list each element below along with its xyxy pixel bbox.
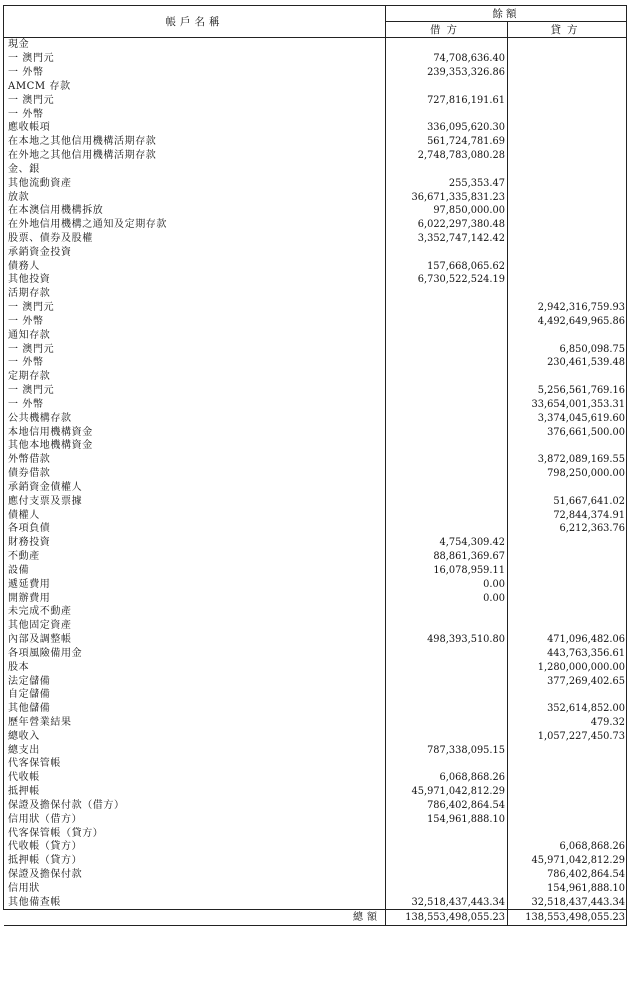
table-row <box>4 771 627 785</box>
table-row <box>4 162 627 176</box>
credit-cell: 33,654,001,353.31 <box>508 398 627 412</box>
credit-cell <box>508 287 627 301</box>
credit-cell: 72,844,374.91 <box>508 508 627 522</box>
debit-cell <box>386 315 508 329</box>
credit-cell: 51,667,641.02 <box>508 494 627 508</box>
table-row <box>4 716 627 730</box>
debit-cell: 255,353.47 <box>386 176 508 190</box>
table-row <box>4 79 627 93</box>
table-row <box>4 453 627 467</box>
table-row <box>4 688 627 702</box>
account-name-cell: 抵押帳 <box>4 785 386 799</box>
credit-cell <box>508 550 627 564</box>
account-name-cell: 放款 <box>4 190 386 204</box>
credit-cell: 352,614,852.00 <box>508 702 627 716</box>
table-row <box>4 439 627 453</box>
account-name-cell: 一 外幣 <box>4 107 386 121</box>
credit-header: 貸方 <box>508 22 627 38</box>
account-name-cell: 代收帳 <box>4 771 386 785</box>
debit-cell: 16,078,959.11 <box>386 563 508 577</box>
debit-cell <box>386 854 508 868</box>
table-row <box>4 812 627 826</box>
credit-cell <box>508 370 627 384</box>
debit-header: 借方 <box>386 22 508 38</box>
credit-cell <box>508 826 627 840</box>
account-name-cell: 其他備查帳 <box>4 895 386 909</box>
debit-cell: 498,393,510.80 <box>386 633 508 647</box>
table-row <box>4 384 627 398</box>
table-row <box>4 176 627 190</box>
debit-cell: 32,518,437,443.34 <box>386 895 508 909</box>
credit-cell <box>508 176 627 190</box>
table-row <box>4 190 627 204</box>
account-name-cell: 在外地信用機構之通知及定期存款 <box>4 218 386 232</box>
debit-cell <box>386 439 508 453</box>
credit-cell <box>508 52 627 66</box>
total-debit: 138,553,498,055.23 <box>386 910 508 926</box>
credit-cell: 2,942,316,759.93 <box>508 301 627 315</box>
debit-cell <box>386 467 508 481</box>
debit-cell <box>386 453 508 467</box>
debit-cell: 88,861,369.67 <box>386 550 508 564</box>
credit-cell <box>508 273 627 287</box>
debit-cell: 6,068,868.26 <box>386 771 508 785</box>
debit-cell <box>386 370 508 384</box>
debit-cell: 0.00 <box>386 577 508 591</box>
debit-cell <box>386 508 508 522</box>
table-row <box>4 536 627 550</box>
total-row <box>4 910 627 926</box>
account-name-cell: 公共機構存款 <box>4 411 386 425</box>
credit-cell <box>508 771 627 785</box>
table-row <box>4 481 627 495</box>
table-row <box>4 245 627 259</box>
account-name-cell: 代客保管帳 <box>4 757 386 771</box>
total-credit: 138,553,498,055.23 <box>508 910 627 926</box>
trial-balance-sheet <box>3 5 626 926</box>
debit-cell <box>386 494 508 508</box>
table-row <box>4 398 627 412</box>
account-name-cell: 一 外幣 <box>4 315 386 329</box>
debit-cell: 239,353,326.86 <box>386 66 508 80</box>
account-name-cell: 其他投資 <box>4 273 386 287</box>
table-row <box>4 619 627 633</box>
table-row <box>4 107 627 121</box>
account-name-header: 帳戶名稱 <box>4 6 386 38</box>
table-row <box>4 591 627 605</box>
debit-cell: 727,816,191.61 <box>386 93 508 107</box>
credit-cell: 3,872,089,169.55 <box>508 453 627 467</box>
table-row <box>4 840 627 854</box>
credit-cell: 45,971,042,812.29 <box>508 854 627 868</box>
credit-cell <box>508 439 627 453</box>
table-row <box>4 328 627 342</box>
credit-cell: 6,212,363.76 <box>508 522 627 536</box>
table-row <box>4 135 627 149</box>
debit-cell: 2,748,783,080.28 <box>386 149 508 163</box>
table-row <box>4 646 627 660</box>
debit-cell: 97,850,000.00 <box>386 204 508 218</box>
debit-cell <box>386 342 508 356</box>
table-row <box>4 674 627 688</box>
table-row <box>4 563 627 577</box>
credit-cell <box>508 121 627 135</box>
table-row <box>4 204 627 218</box>
credit-cell <box>508 93 627 107</box>
credit-cell: 3,374,045,619.60 <box>508 411 627 425</box>
table-row <box>4 411 627 425</box>
table-row <box>4 702 627 716</box>
credit-cell <box>508 162 627 176</box>
account-name-cell: 其他流動資產 <box>4 176 386 190</box>
debit-cell <box>386 425 508 439</box>
debit-cell <box>386 840 508 854</box>
account-name-cell: 在本澳信用機構拆放 <box>4 204 386 218</box>
debit-cell <box>386 757 508 771</box>
table-row <box>4 356 627 370</box>
account-name-cell: 活期存款 <box>4 287 386 301</box>
account-name-cell: 總支出 <box>4 743 386 757</box>
table-row <box>4 550 627 564</box>
table-row <box>4 868 627 882</box>
credit-cell <box>508 799 627 813</box>
debit-cell: 6,022,297,380.48 <box>386 218 508 232</box>
balance-header: 餘額 <box>386 6 627 22</box>
debit-cell <box>386 481 508 495</box>
table-row <box>4 259 627 273</box>
table-row <box>4 757 627 771</box>
account-name-cell: 總收入 <box>4 729 386 743</box>
debit-cell: 3,352,747,142.42 <box>386 232 508 246</box>
credit-cell <box>508 190 627 204</box>
debit-cell <box>386 716 508 730</box>
table-row <box>4 38 627 52</box>
table-row <box>4 785 627 799</box>
table-row <box>4 799 627 813</box>
table-row <box>4 633 627 647</box>
debit-cell <box>386 660 508 674</box>
credit-cell <box>508 232 627 246</box>
account-name-cell: AMCM 存款 <box>4 79 386 93</box>
table-row <box>4 729 627 743</box>
table-row <box>4 342 627 356</box>
credit-cell: 32,518,437,443.34 <box>508 895 627 909</box>
debit-cell <box>386 356 508 370</box>
debit-cell <box>386 398 508 412</box>
table-row <box>4 232 627 246</box>
table-row <box>4 854 627 868</box>
account-name-cell: 其他固定資產 <box>4 619 386 633</box>
account-name-cell: 信用狀 <box>4 882 386 896</box>
account-name-cell: 本地信用機構資金 <box>4 425 386 439</box>
account-name-cell: 財務投資 <box>4 536 386 550</box>
account-name-cell: 承銷資金債權人 <box>4 481 386 495</box>
debit-cell: 45,971,042,812.29 <box>386 785 508 799</box>
account-name-cell: 現金 <box>4 38 386 52</box>
table-row <box>4 370 627 384</box>
credit-cell <box>508 591 627 605</box>
account-name-cell: 各項負債 <box>4 522 386 536</box>
account-rows <box>4 38 627 910</box>
debit-cell <box>386 107 508 121</box>
total-label: 總額 <box>4 910 386 926</box>
credit-cell <box>508 38 627 52</box>
account-name-cell: 其他本地機構資金 <box>4 439 386 453</box>
table-row <box>4 121 627 135</box>
credit-cell <box>508 149 627 163</box>
debit-cell <box>386 411 508 425</box>
debit-cell: 786,402,864.54 <box>386 799 508 813</box>
credit-cell <box>508 563 627 577</box>
table-row <box>4 93 627 107</box>
credit-cell <box>508 605 627 619</box>
debit-cell <box>386 38 508 52</box>
credit-cell: 471,096,482.06 <box>508 633 627 647</box>
debit-cell <box>386 702 508 716</box>
account-name-cell: 外幣借款 <box>4 453 386 467</box>
credit-cell: 6,068,868.26 <box>508 840 627 854</box>
table-row <box>4 273 627 287</box>
account-name-cell: 代收帳（貸方） <box>4 840 386 854</box>
credit-cell <box>508 245 627 259</box>
account-name-cell: 在本地之其他信用機構活期存款 <box>4 135 386 149</box>
debit-cell <box>386 384 508 398</box>
credit-cell <box>508 785 627 799</box>
credit-cell: 4,492,649,965.86 <box>508 315 627 329</box>
table-row <box>4 494 627 508</box>
credit-cell <box>508 536 627 550</box>
account-name-cell: 保證及擔保付款 <box>4 868 386 882</box>
table-row <box>4 605 627 619</box>
debit-cell: 157,668,065.62 <box>386 259 508 273</box>
credit-cell <box>508 688 627 702</box>
credit-cell <box>508 107 627 121</box>
table-row <box>4 218 627 232</box>
account-name-cell: 在外地之其他信用機構活期存款 <box>4 149 386 163</box>
account-name-cell: 開辦費用 <box>4 591 386 605</box>
debit-cell <box>386 245 508 259</box>
credit-cell: 1,280,000,000.00 <box>508 660 627 674</box>
debit-cell <box>386 287 508 301</box>
credit-cell <box>508 79 627 93</box>
table-row <box>4 882 627 896</box>
account-name-cell: 一 澳門元 <box>4 93 386 107</box>
account-name-cell: 承銷資金投資 <box>4 245 386 259</box>
account-name-cell: 股票、債券及股權 <box>4 232 386 246</box>
account-name-cell: 設備 <box>4 563 386 577</box>
debit-cell <box>386 162 508 176</box>
debit-cell <box>386 674 508 688</box>
table-row <box>4 660 627 674</box>
account-name-cell: 債務人 <box>4 259 386 273</box>
table-row <box>4 743 627 757</box>
table-row <box>4 287 627 301</box>
account-name-cell: 債權人 <box>4 508 386 522</box>
account-name-cell: 信用狀（借方） <box>4 812 386 826</box>
table-row <box>4 315 627 329</box>
debit-cell: 336,095,620.30 <box>386 121 508 135</box>
credit-cell: 443,763,356.61 <box>508 646 627 660</box>
credit-cell <box>508 218 627 232</box>
table-row <box>4 577 627 591</box>
credit-cell <box>508 757 627 771</box>
account-name-cell: 通知存款 <box>4 328 386 342</box>
debit-cell: 6,730,522,524.19 <box>386 273 508 287</box>
account-name-cell: 一 澳門元 <box>4 52 386 66</box>
account-name-cell: 其他儲備 <box>4 702 386 716</box>
account-name-cell: 歷年營業結果 <box>4 716 386 730</box>
table-row <box>4 425 627 439</box>
account-name-cell: 不動產 <box>4 550 386 564</box>
credit-cell: 5,256,561,769.16 <box>508 384 627 398</box>
credit-cell <box>508 259 627 273</box>
credit-cell: 479.32 <box>508 716 627 730</box>
account-name-cell: 內部及調整帳 <box>4 633 386 647</box>
debit-cell: 74,708,636.40 <box>386 52 508 66</box>
account-name-cell: 保證及擔保付款（借方） <box>4 799 386 813</box>
table-row <box>4 66 627 80</box>
credit-cell <box>508 743 627 757</box>
table-row <box>4 52 627 66</box>
credit-cell: 377,269,402.65 <box>508 674 627 688</box>
account-name-cell: 一 外幣 <box>4 66 386 80</box>
table-row <box>4 522 627 536</box>
account-name-cell: 自定儲備 <box>4 688 386 702</box>
account-name-cell: 代客保管帳（貸方） <box>4 826 386 840</box>
debit-cell: 154,961,888.10 <box>386 812 508 826</box>
account-name-cell: 法定儲備 <box>4 674 386 688</box>
table-row <box>4 301 627 315</box>
debit-cell <box>386 729 508 743</box>
credit-cell: 798,250,000.00 <box>508 467 627 481</box>
debit-cell <box>386 868 508 882</box>
credit-cell: 1,057,227,450.73 <box>508 729 627 743</box>
account-name-cell: 一 外幣 <box>4 356 386 370</box>
credit-cell <box>508 619 627 633</box>
credit-cell: 230,461,539.48 <box>508 356 627 370</box>
debit-cell <box>386 646 508 660</box>
debit-cell <box>386 79 508 93</box>
table-row <box>4 508 627 522</box>
account-name-cell: 應收帳項 <box>4 121 386 135</box>
credit-cell: 786,402,864.54 <box>508 868 627 882</box>
debit-cell <box>386 605 508 619</box>
account-name-cell: 一 外幣 <box>4 398 386 412</box>
debit-cell <box>386 619 508 633</box>
table-row <box>4 149 627 163</box>
account-name-cell: 債券借款 <box>4 467 386 481</box>
debit-cell <box>386 882 508 896</box>
debit-cell <box>386 301 508 315</box>
trial-balance-table <box>3 5 627 926</box>
account-name-cell: 一 澳門元 <box>4 342 386 356</box>
account-name-cell: 抵押帳（貸方） <box>4 854 386 868</box>
credit-cell: 6,850,098.75 <box>508 342 627 356</box>
debit-cell: 0.00 <box>386 591 508 605</box>
credit-cell <box>508 135 627 149</box>
credit-cell: 154,961,888.10 <box>508 882 627 896</box>
debit-cell: 4,754,309.42 <box>386 536 508 550</box>
account-name-cell: 一 澳門元 <box>4 301 386 315</box>
account-name-cell: 遞延費用 <box>4 577 386 591</box>
credit-cell <box>508 204 627 218</box>
account-name-cell: 未完成不動產 <box>4 605 386 619</box>
account-name-cell: 應付支票及票據 <box>4 494 386 508</box>
account-name-cell: 一 澳門元 <box>4 384 386 398</box>
credit-cell <box>508 328 627 342</box>
table-row <box>4 895 627 909</box>
credit-cell: 376,661,500.00 <box>508 425 627 439</box>
debit-cell <box>386 826 508 840</box>
debit-cell <box>386 522 508 536</box>
account-name-cell: 金、銀 <box>4 162 386 176</box>
debit-cell <box>386 328 508 342</box>
credit-cell <box>508 481 627 495</box>
credit-cell <box>508 577 627 591</box>
account-name-cell: 股本 <box>4 660 386 674</box>
debit-cell: 561,724,781.69 <box>386 135 508 149</box>
table-row <box>4 467 627 481</box>
debit-cell <box>386 688 508 702</box>
table-row <box>4 826 627 840</box>
credit-cell <box>508 66 627 80</box>
account-name-cell: 各項風險備用金 <box>4 646 386 660</box>
account-name-cell: 定期存款 <box>4 370 386 384</box>
credit-cell <box>508 812 627 826</box>
debit-cell: 787,338,095.15 <box>386 743 508 757</box>
debit-cell: 36,671,335,831.23 <box>386 190 508 204</box>
